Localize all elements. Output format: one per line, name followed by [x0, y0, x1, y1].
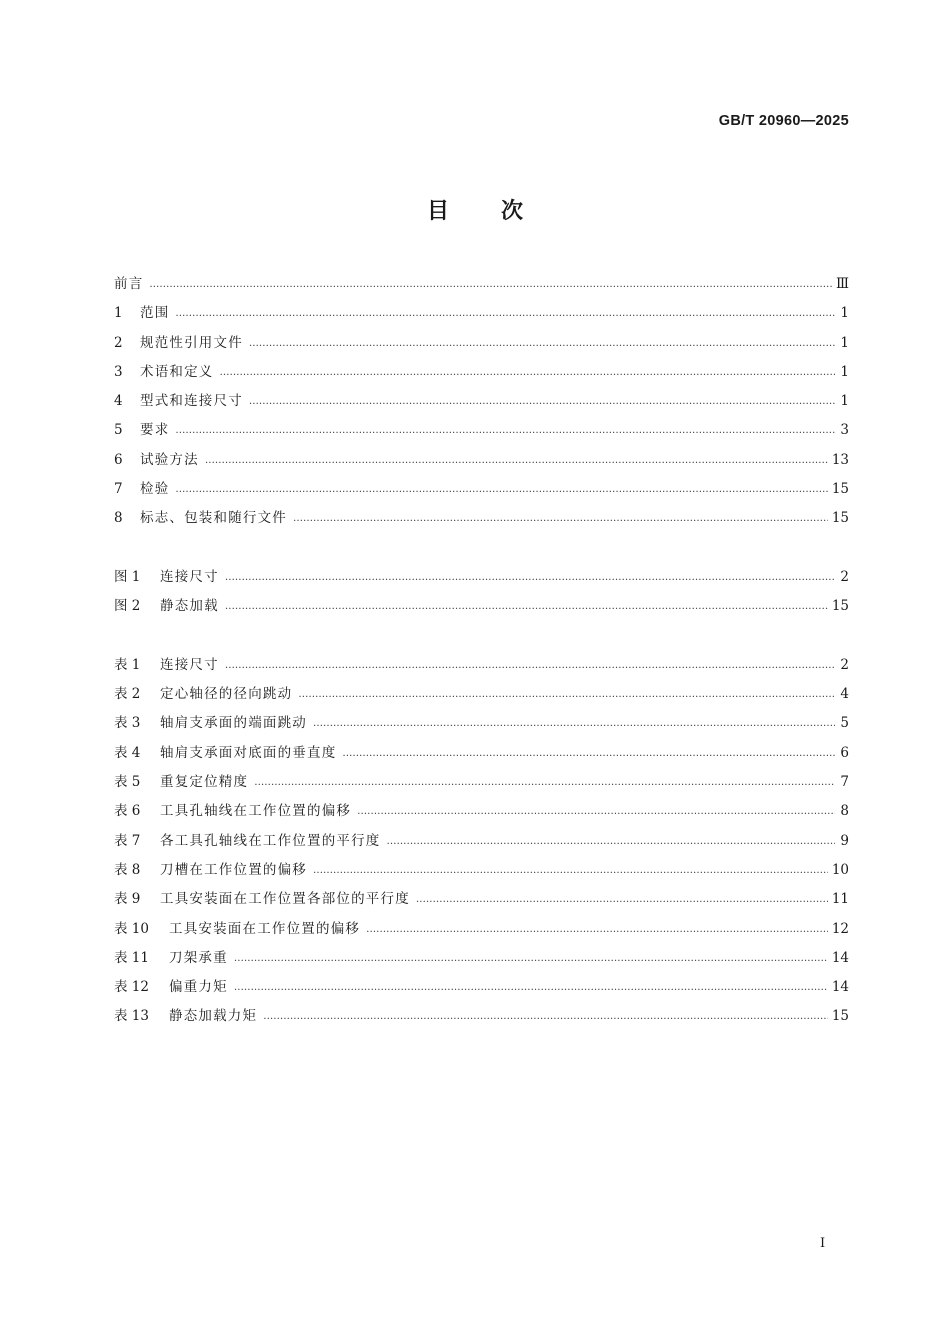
toc-entry-page: 9 — [840, 832, 849, 849]
toc-entry-number: 表 13 — [114, 1008, 149, 1025]
toc-entry-section-1[interactable] — [114, 299, 849, 328]
toc-entry-number: 表 4 — [114, 744, 141, 761]
toc-entry-table-2[interactable] — [114, 680, 849, 709]
toc-entry-page: 1 — [840, 363, 849, 380]
dot-leader — [234, 973, 828, 1002]
toc-entry-number: 7 — [114, 481, 123, 498]
toc-entry-page: 1 — [840, 305, 849, 322]
toc-entry-page: 10 — [831, 861, 849, 878]
page-number: I — [820, 1236, 826, 1251]
toc-entry-page: 4 — [840, 686, 849, 703]
toc-entry-label: 各工具孔轴线在工作位置的平行度 — [160, 832, 381, 849]
toc-entry-label: 静态加载 — [160, 598, 219, 615]
dot-leader — [342, 739, 835, 768]
toc-entry-figure-2[interactable] — [114, 592, 849, 621]
dot-leader — [254, 768, 835, 797]
toc-entry-number: 8 — [114, 510, 123, 527]
toc-entry-page: 3 — [840, 422, 849, 439]
dot-leader — [416, 885, 828, 914]
toc-entry-label: 型式和连接尺寸 — [140, 393, 243, 410]
toc-entry-page: 12 — [831, 920, 849, 937]
dot-leader — [293, 504, 828, 533]
toc-entry-label: 要求 — [140, 422, 170, 439]
toc-entry-number: 表 9 — [114, 891, 141, 908]
toc-entry-number: 2 — [114, 334, 123, 351]
toc-entry-label: 重复定位精度 — [160, 774, 249, 791]
title-part-1: 目 — [426, 199, 449, 224]
dot-leader — [298, 680, 835, 709]
toc-entry-label: 轴肩支承面的端面跳动 — [160, 715, 307, 732]
dot-leader — [313, 856, 828, 885]
toc-entry-number: 1 — [114, 305, 123, 322]
dot-leader — [149, 270, 832, 299]
toc-entry-number: 表 5 — [114, 774, 141, 791]
dot-leader — [225, 592, 828, 621]
toc-entry-page: 15 — [831, 481, 849, 498]
toc-entry-page: 1 — [840, 334, 849, 351]
dot-leader — [249, 387, 835, 416]
toc-entry-table-8[interactable] — [114, 856, 849, 885]
toc-entry-table-13[interactable] — [114, 1002, 849, 1031]
dot-leader — [387, 827, 836, 856]
toc-entry-table-7[interactable] — [114, 827, 849, 856]
toc-entry-number: 图 2 — [114, 598, 141, 615]
toc-entry-number: 图 1 — [114, 568, 141, 585]
toc-entry-page: 5 — [840, 715, 849, 732]
toc-entry-number: 表 10 — [114, 920, 149, 937]
toc-entry-number: 表 12 — [114, 979, 149, 996]
table-of-contents — [114, 270, 849, 1032]
page-title — [0, 194, 950, 225]
dot-leader — [366, 915, 828, 944]
toc-entry-section-3[interactable] — [114, 358, 849, 387]
toc-entry-number: 6 — [114, 451, 123, 468]
toc-entry-label: 定心轴径的径向跳动 — [160, 686, 293, 703]
toc-entry-label: 规范性引用文件 — [140, 334, 243, 351]
toc-entry-label: 前言 — [114, 276, 144, 292]
toc-entry-number: 表 1 — [114, 656, 141, 673]
toc-entry-number: 5 — [114, 422, 123, 439]
toc-entry-page: 2 — [840, 568, 849, 585]
toc-entry-label: 工具安装面在工作位置的偏移 — [169, 920, 361, 937]
dot-leader — [357, 797, 835, 826]
dot-leader — [234, 944, 828, 973]
toc-entry-section-7[interactable] — [114, 475, 849, 504]
toc-entry-label: 刀架承重 — [169, 949, 228, 966]
toc-entry-page: 6 — [840, 744, 849, 761]
toc-entry-table-1[interactable] — [114, 651, 849, 680]
dot-leader — [175, 416, 835, 445]
toc-entry-label: 检验 — [140, 481, 170, 498]
toc-entry-page: 7 — [840, 774, 849, 791]
dot-leader — [249, 329, 835, 358]
toc-entry-page: 2 — [840, 656, 849, 673]
toc-entry-label: 静态加载力矩 — [169, 1008, 258, 1025]
toc-entry-table-10[interactable] — [114, 915, 849, 944]
toc-entry-section-4[interactable] — [114, 387, 849, 416]
toc-entry-number: 表 7 — [114, 832, 141, 849]
toc-entry-section-6[interactable] — [114, 446, 849, 475]
toc-entry-figure-1[interactable] — [114, 563, 849, 592]
toc-entry-table-6[interactable] — [114, 797, 849, 826]
toc-entry-page: 14 — [831, 979, 849, 996]
toc-entry-page: 15 — [831, 598, 849, 615]
toc-entry-number: 表 2 — [114, 686, 141, 703]
toc-entry-page: 15 — [831, 1008, 849, 1025]
toc-entry-number: 4 — [114, 393, 123, 410]
toc-entry-number: 表 8 — [114, 861, 141, 878]
standard-code: GB/T 20960—2025 — [718, 113, 849, 129]
toc-entry-number: 表 11 — [114, 949, 149, 966]
dot-leader — [175, 475, 827, 504]
dot-leader — [205, 446, 828, 475]
toc-entry-label: 轴肩支承面对底面的垂直度 — [160, 744, 337, 761]
toc-entry-label: 试验方法 — [140, 451, 199, 468]
toc-entry-page: 11 — [831, 891, 849, 908]
toc-entry-label: 刀槽在工作位置的偏移 — [160, 861, 307, 878]
toc-entry-label: 偏重力矩 — [169, 979, 228, 996]
toc-entry-section-8[interactable] — [114, 504, 849, 533]
toc-entry-table-12[interactable] — [114, 973, 849, 1002]
toc-entry-table-5[interactable] — [114, 768, 849, 797]
toc-entry-page: 1 — [840, 393, 849, 410]
toc-entry-number: 3 — [114, 363, 123, 380]
toc-entry-table-3[interactable] — [114, 709, 849, 738]
dot-leader — [263, 1002, 828, 1031]
toc-entry-page: 8 — [840, 803, 849, 820]
dot-leader — [225, 651, 835, 680]
toc-entry-table-9[interactable] — [114, 885, 849, 914]
toc-entry-label: 工具安装面在工作位置各部位的平行度 — [160, 891, 410, 908]
toc-entry-table-11[interactable] — [114, 944, 849, 973]
toc-entry-label: 标志、包装和随行文件 — [140, 510, 287, 527]
toc-entry-foreword[interactable] — [114, 270, 849, 299]
toc-entry-label: 术语和定义 — [140, 363, 214, 380]
toc-entry-table-4[interactable] — [114, 739, 849, 768]
toc-entry-label: 工具孔轴线在工作位置的偏移 — [160, 803, 352, 820]
dot-leader — [225, 563, 835, 592]
toc-entry-page: 13 — [831, 451, 849, 468]
toc-entry-number: 表 3 — [114, 715, 141, 732]
toc-entry-page: Ⅲ — [835, 276, 849, 292]
toc-entry-section-5[interactable] — [114, 416, 849, 445]
dot-leader — [175, 299, 835, 328]
toc-entry-section-2[interactable] — [114, 329, 849, 358]
toc-entry-page: 14 — [831, 949, 849, 966]
dot-leader — [220, 358, 836, 387]
toc-entry-label: 连接尺寸 — [160, 656, 219, 673]
title-part-2: 次 — [501, 199, 524, 224]
toc-entry-page: 15 — [831, 510, 849, 527]
dot-leader — [313, 709, 835, 738]
toc-entry-label: 范围 — [140, 305, 170, 322]
toc-entry-number: 表 6 — [114, 803, 141, 820]
toc-entry-label: 连接尺寸 — [160, 568, 219, 585]
